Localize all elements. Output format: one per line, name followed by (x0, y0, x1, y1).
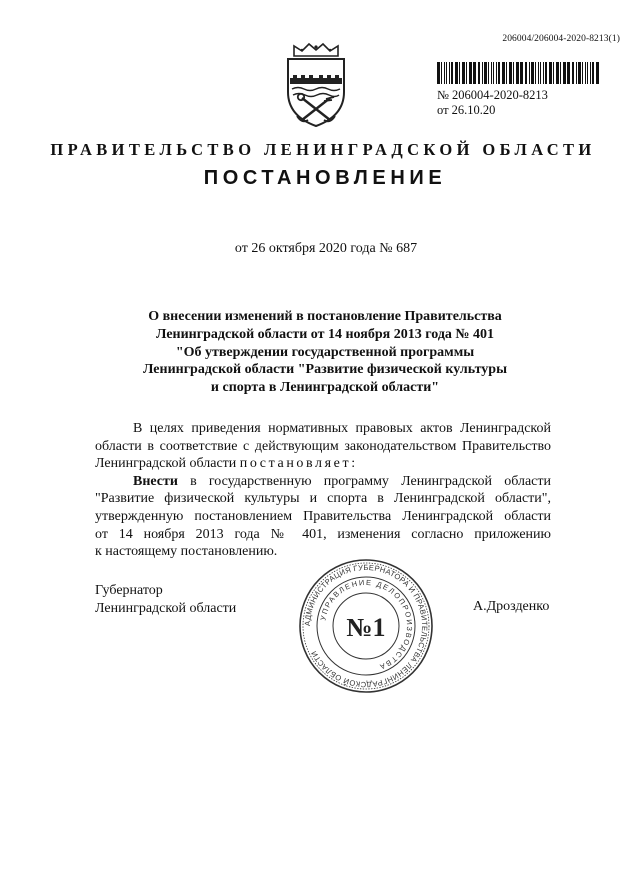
barcode-icon (437, 62, 602, 84)
title-line: Ленинградской области от 14 ноября 2013 года № 401 (156, 326, 494, 342)
seal-outer-text-path: АДМИНИСТРАЦИЯ ГУБЕРНАТОРА И ПРАВИТЕЛЬСТВА ЛЕНИНГРАДСКОЙ ОБЛАСТИ (302, 562, 430, 690)
body-text-line: "Развитие физической культуры и спорта в Ленинградской области", (95, 491, 551, 507)
resolves-word: постановляет: (239, 456, 358, 472)
barcode-bar (585, 62, 586, 84)
decree-date-number: от 26 октября 2020 года № 687 (234, 241, 418, 256)
registration-number: № 206004-2020-8213 (437, 88, 548, 102)
signatory-position (95, 582, 236, 617)
barcode-bar (493, 62, 494, 84)
document-code: 206004/206004-2020-8213(1) (502, 34, 620, 44)
body-text-line: утвержденную постановлением Правительства Ленинградской области (95, 508, 551, 524)
enact-word: Внести (133, 473, 178, 489)
barcode-bar (576, 62, 577, 84)
barcode-bar (578, 62, 581, 84)
signatory-position-line: Губернатор (95, 583, 163, 598)
barcode-bar (549, 62, 552, 84)
barcode-bar (502, 62, 505, 84)
registration-date: от 26.10.20 (437, 103, 496, 117)
barcode-bar (529, 62, 530, 84)
barcode-bar (543, 62, 544, 84)
barcode-bar (538, 62, 539, 84)
barcode-bar (560, 62, 561, 84)
title-line: О внесении изменений в постановление Правительства (148, 309, 502, 324)
barcode-bar (506, 62, 507, 84)
barcode-bar (567, 62, 570, 84)
barcode-bar (520, 62, 523, 84)
body-text-line: области в соответствие с действующим законодательством Правительство (95, 438, 551, 454)
barcode-bar (491, 62, 492, 84)
body-text-fragment: Ленинградской области (95, 456, 240, 472)
title-line: "Об утверждении государственной программы (175, 344, 475, 360)
barcode-bar (535, 62, 536, 84)
barcode-bar (513, 62, 514, 84)
signatory-name: А.Дрозденко (473, 599, 550, 614)
barcode-bar (516, 62, 519, 84)
barcode-bar (572, 62, 574, 84)
barcode-bar (509, 62, 512, 84)
official-seal (296, 556, 436, 696)
barcode-bar (540, 62, 541, 84)
barcode-bar (473, 62, 476, 84)
barcode-bar (590, 62, 591, 84)
barcode-bar (459, 62, 460, 84)
title-line: и спорта в Ленинградской области" (210, 380, 440, 396)
government-heading: ПРАВИТЕЛЬСТВО ЛЕНИНГРАДСКОЙ ОБЛАСТИ (50, 140, 596, 159)
barcode-bar (582, 62, 583, 84)
body-text-line: от 14 ноября 2013 года № 401, изменения согласно приложению (95, 526, 551, 542)
barcode-bar (531, 62, 534, 84)
signatory-position-line: Ленинградской области (95, 600, 237, 616)
barcode-bar (563, 62, 566, 84)
seal-inner-text-path: УПРАВЛЕНИЕ ДЕЛОПРОИЗВОДСТВА (318, 577, 415, 672)
barcode-bar (451, 62, 453, 84)
barcode-bar (469, 62, 472, 84)
document-type-heading: ПОСТАНОВЛЕНИЕ (203, 167, 447, 189)
barcode-bar (441, 62, 442, 84)
barcode-bar (449, 62, 450, 84)
coat-of-arms-icon (280, 42, 352, 128)
body-text-line (95, 473, 551, 491)
title-line: Ленинградской области "Развитие физической культуры (142, 362, 508, 378)
barcode-bar (446, 62, 447, 84)
body-text-line: к настоящему постановлению. (95, 544, 278, 560)
decree-body (95, 420, 551, 561)
barcode-bar (556, 62, 559, 84)
barcode-bar (455, 62, 458, 84)
body-text-line (95, 455, 551, 473)
body-text-fragment: в государственную программу Ленинградской области (177, 473, 551, 489)
decree-title (80, 308, 570, 397)
barcode-bar (466, 62, 467, 84)
barcode-bar (437, 62, 440, 84)
barcode-bar (496, 62, 497, 84)
barcode-bar (553, 62, 554, 84)
barcode-bar (498, 62, 500, 84)
barcode-bar (482, 62, 483, 84)
barcode-bar (488, 62, 489, 84)
barcode-bar (444, 62, 445, 84)
barcode-bar (545, 62, 547, 84)
barcode-bar (484, 62, 487, 84)
barcode-bar (478, 62, 480, 84)
barcode-bar (525, 62, 527, 84)
barcode-bar (587, 62, 588, 84)
barcode-bar (592, 62, 594, 84)
seal-center-number: №1 (346, 613, 386, 642)
body-text-line: В целях приведения нормативных правовых актов Ленинградской (133, 421, 551, 436)
barcode-bar (462, 62, 465, 84)
barcode-bar (596, 62, 599, 84)
